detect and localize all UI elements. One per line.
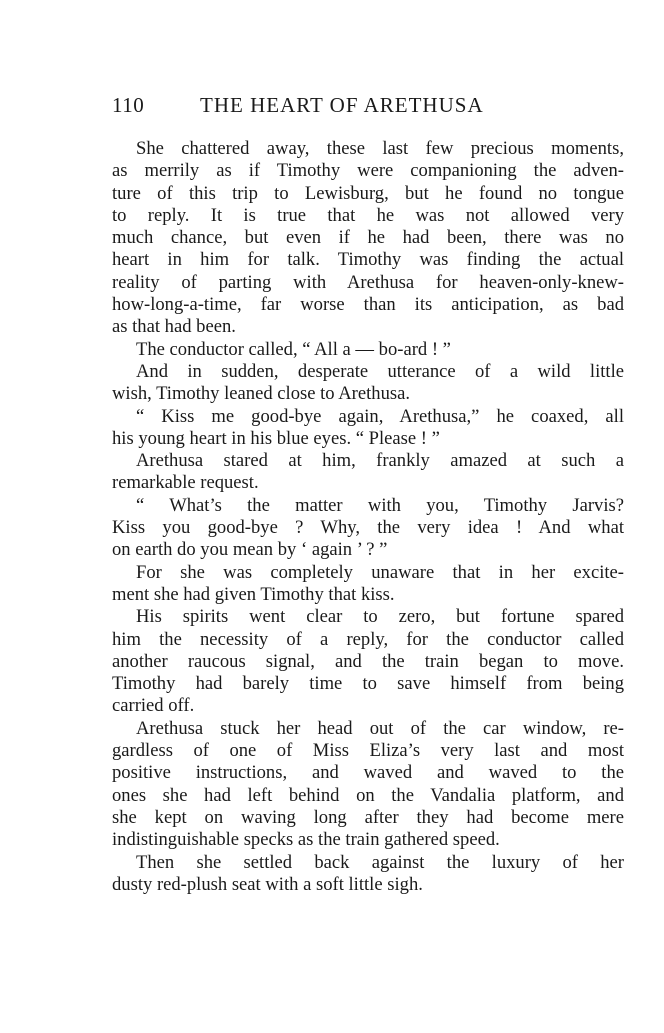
- text-line: carried off.: [112, 695, 195, 717]
- text-line: And in sudden, desperate utterance of a wild little: [136, 360, 624, 382]
- text-line: ture of this trip to Lewisburg, but he found no tongue: [112, 182, 624, 204]
- text-line: Arethusa stared at him, frankly amazed at such a: [136, 450, 624, 472]
- text-line: heart in him for talk. Timothy was finding the actual: [112, 249, 624, 271]
- text-line: his young heart in his blue eyes. “ Please ! ”: [112, 427, 440, 449]
- text-line: ment she had given Timothy that kiss.: [112, 583, 395, 605]
- text-line: ones she had left behind on the Vandalia platform, and: [112, 784, 624, 806]
- text-line: as that had been.: [112, 316, 236, 338]
- text-line: much chance, but even if he had been, there was no: [112, 227, 624, 249]
- text-line: She chattered away, these last few precious moments,: [136, 138, 624, 159]
- text-line: positive instructions, and waved and waved to the: [112, 762, 624, 784]
- text-line: how-long-a-time, far worse than its anticipation, as bad: [112, 294, 624, 316]
- text-line: “ What’s the matter with you, Timothy Jarvis?: [136, 494, 624, 516]
- page-header: [112, 93, 624, 123]
- page-number: 110: [112, 93, 145, 117]
- text-line: to reply. It is true that he was not allowed very: [112, 204, 624, 226]
- text-line: “ Kiss me good-bye again, Arethusa,” he coaxed, all: [136, 405, 624, 427]
- text-line: Timothy had barely time to save himself from being: [112, 673, 624, 695]
- running-head: THE HEART OF ARETHUSA: [200, 93, 484, 117]
- text-line: on earth do you mean by ‘ again ’ ? ”: [112, 539, 388, 561]
- text-line: remarkable request.: [112, 472, 259, 494]
- text-line: For she was completely unaware that in her excite-: [136, 561, 624, 583]
- text-line: gardless of one of Miss Eliza’s very last and most: [112, 740, 624, 762]
- text-line: him the necessity of a reply, for the conductor called: [112, 628, 624, 650]
- text-line: another raucous signal, and the train began to move.: [112, 650, 624, 672]
- text-line: reality of parting with Arethusa for heaven-only-knew-: [112, 271, 624, 293]
- text-line: wish, Timothy leaned close to Arethusa.: [112, 383, 410, 405]
- body-text: [112, 138, 624, 896]
- text-line: Kiss you good-bye ? Why, the very idea ! And what: [112, 517, 624, 539]
- text-line: indistinguishable specks as the train gathered speed.: [112, 829, 500, 851]
- text-line: The conductor called, “ All a — bo-ard ! ”: [136, 338, 451, 360]
- text-line: as merrily as if Timothy were companioning the adven-: [112, 160, 624, 182]
- text-line: Arethusa stuck her head out of the car window, re-: [136, 717, 624, 739]
- text-line: she kept on waving long after they had become mere: [112, 806, 624, 828]
- text-line: His spirits went clear to zero, but fortune spared: [136, 606, 624, 628]
- text-line: Then she settled back against the luxury of her: [136, 851, 624, 873]
- text-line: dusty red-plush seat with a soft little sigh.: [112, 873, 423, 895]
